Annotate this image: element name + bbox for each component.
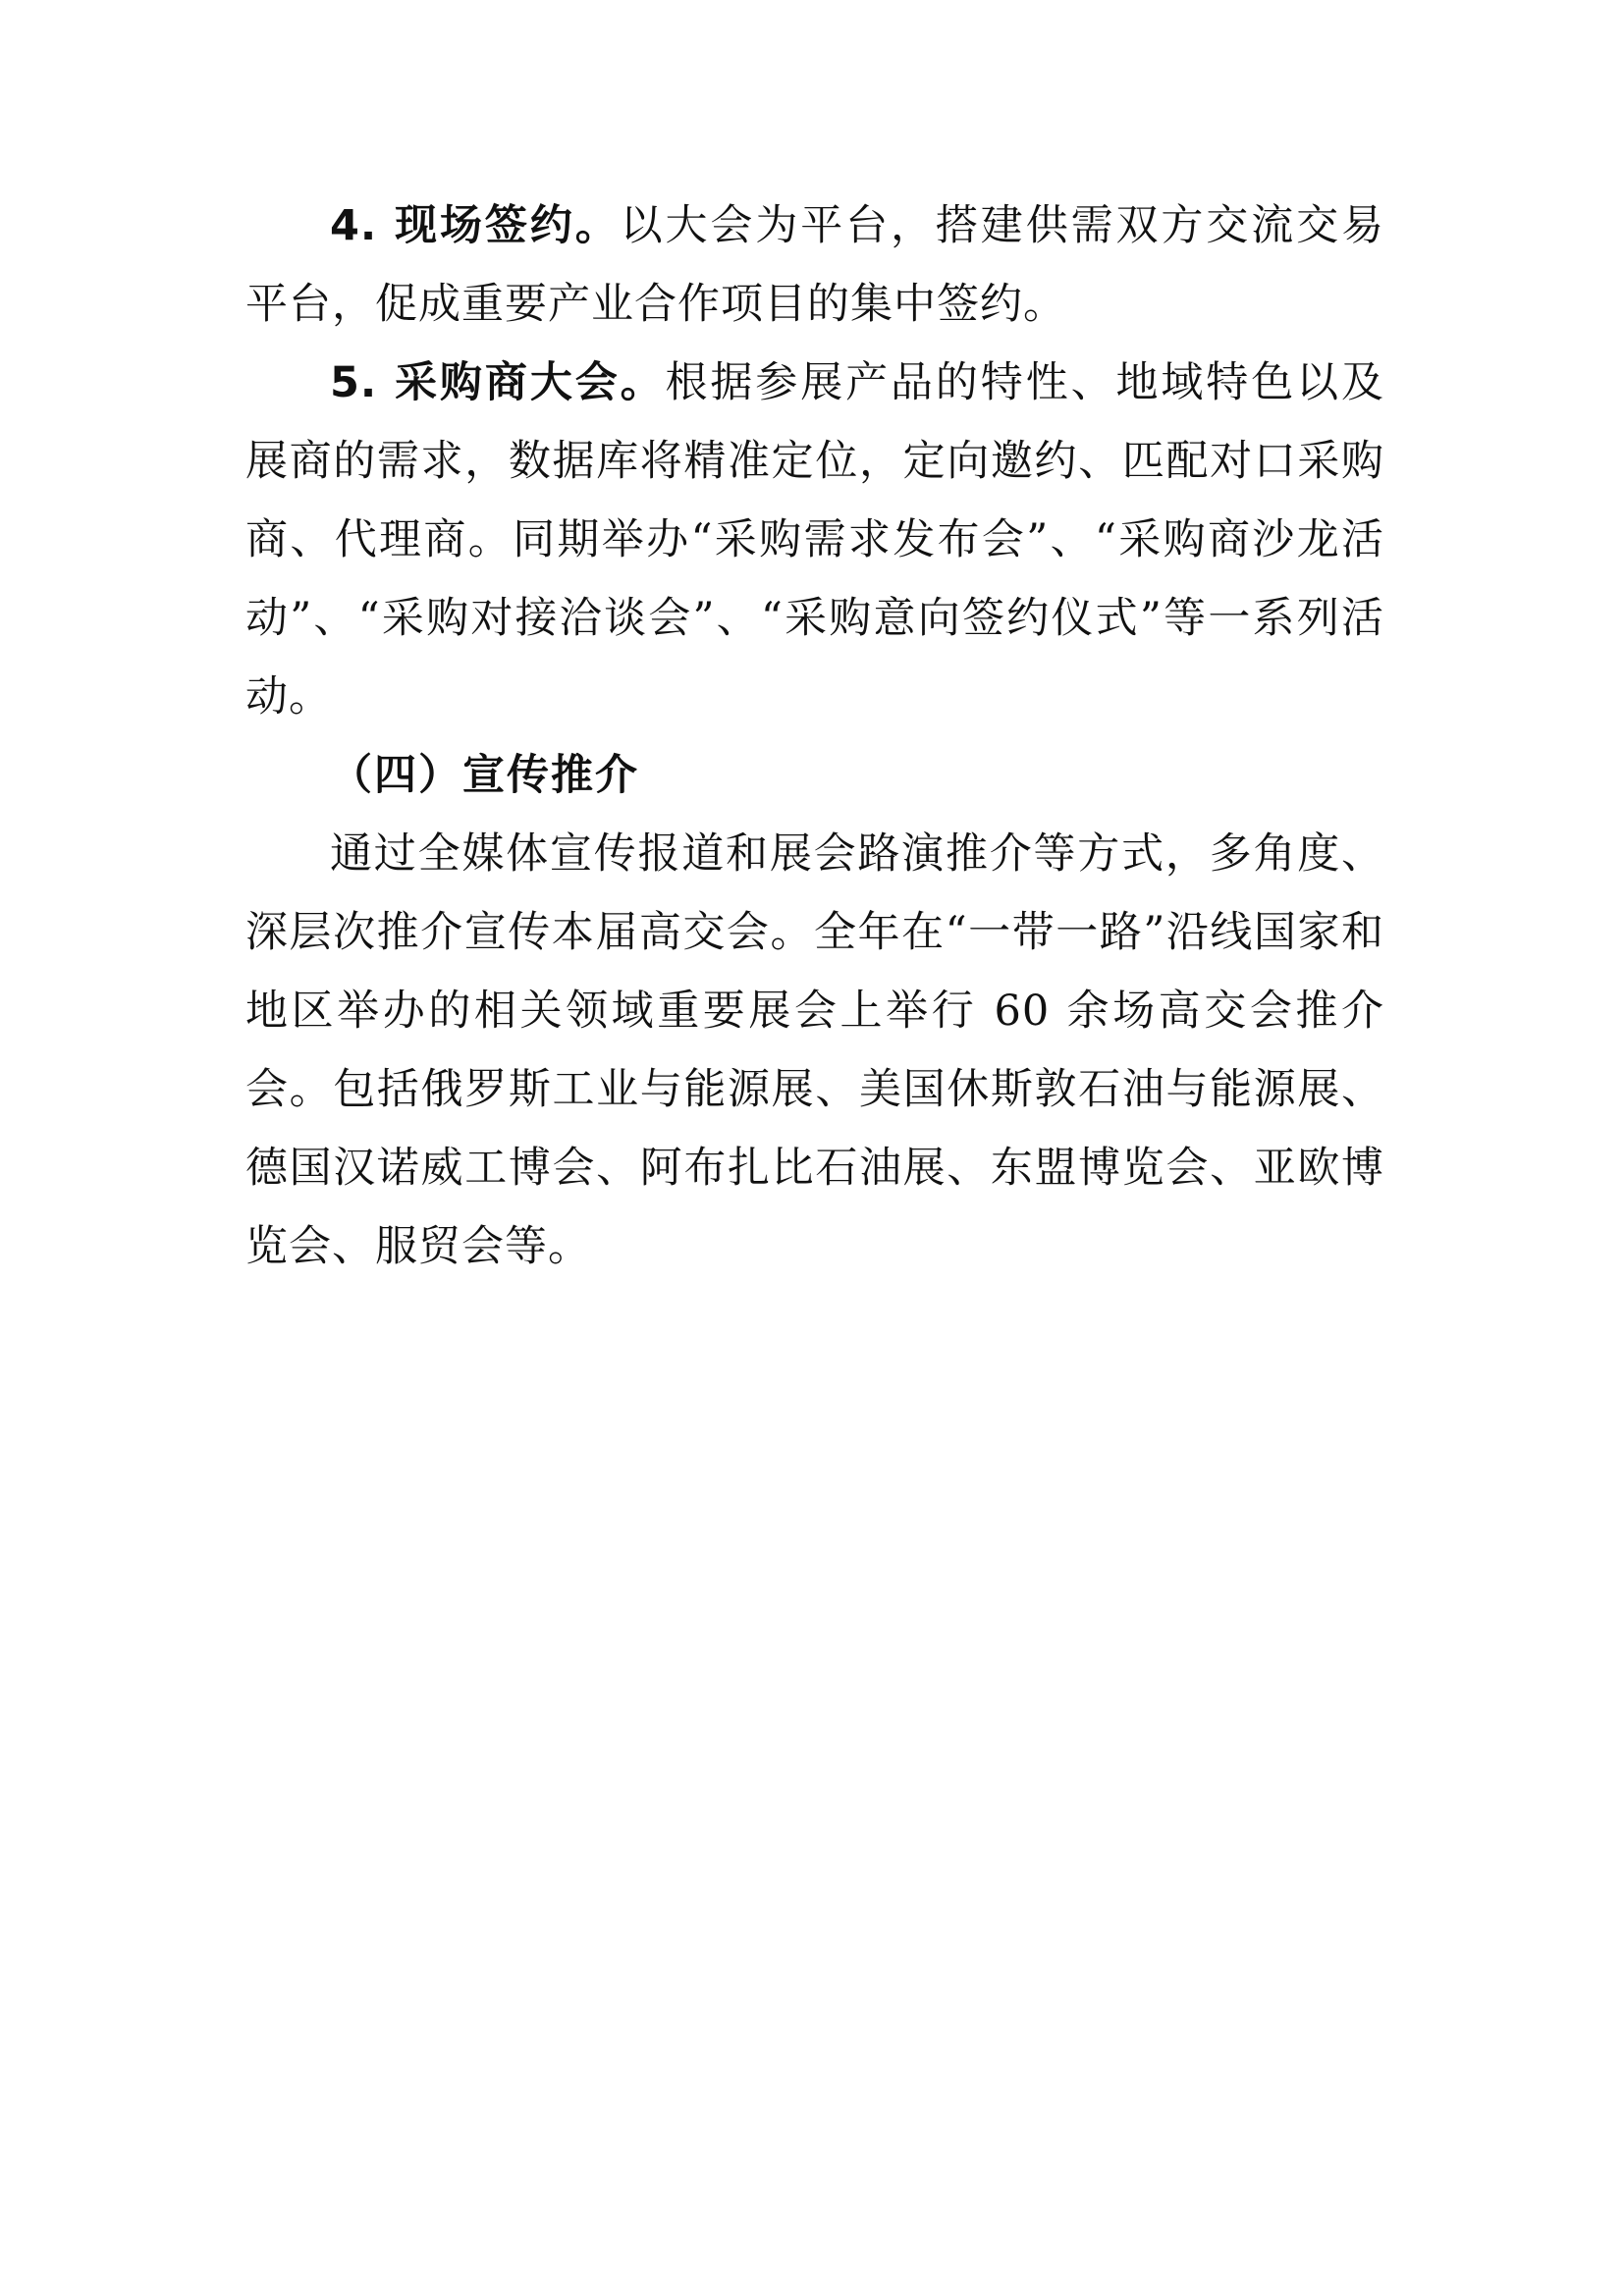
item-text: 根据参展产品的特性、地域特色以及展商的需求，数据库将精准定位，定向邀约、匹配对口采购商、代理商。同期举办“采购需求发布会”、“采购商沙龙活动”、“采购对接洽谈会”、“采购意向签约仪式”等一系列活动。 bbox=[245, 358, 1384, 721]
item-on-site-signing bbox=[245, 187, 1384, 344]
section-body: 通过全媒体宣传报道和展会路演推介等方式，多角度、深层次推介宣传本届高交会。全年在“一带一路”沿线国家和地区举办的相关领域重要展会上举行 60 余场高交会推介会。包括俄罗斯工业与能源展、美国休斯敦石油与能源展、德国汉诺威工博会、阿布扎比石油展、东盟博览会、亚欧博览会、服贸会等。 bbox=[245, 829, 1384, 1271]
item-lead: 4. 现场签约。 bbox=[330, 201, 621, 250]
document-content bbox=[245, 187, 1384, 1286]
item-lead: 5. 采购商大会。 bbox=[330, 358, 666, 407]
item-buyers-conference bbox=[245, 344, 1384, 736]
section-heading: （四）宣传推介 bbox=[330, 751, 639, 800]
item-text: 以大会为平台，搭建供需双方交流交易平台，促成重要产业合作项目的集中签约。 bbox=[245, 201, 1384, 329]
